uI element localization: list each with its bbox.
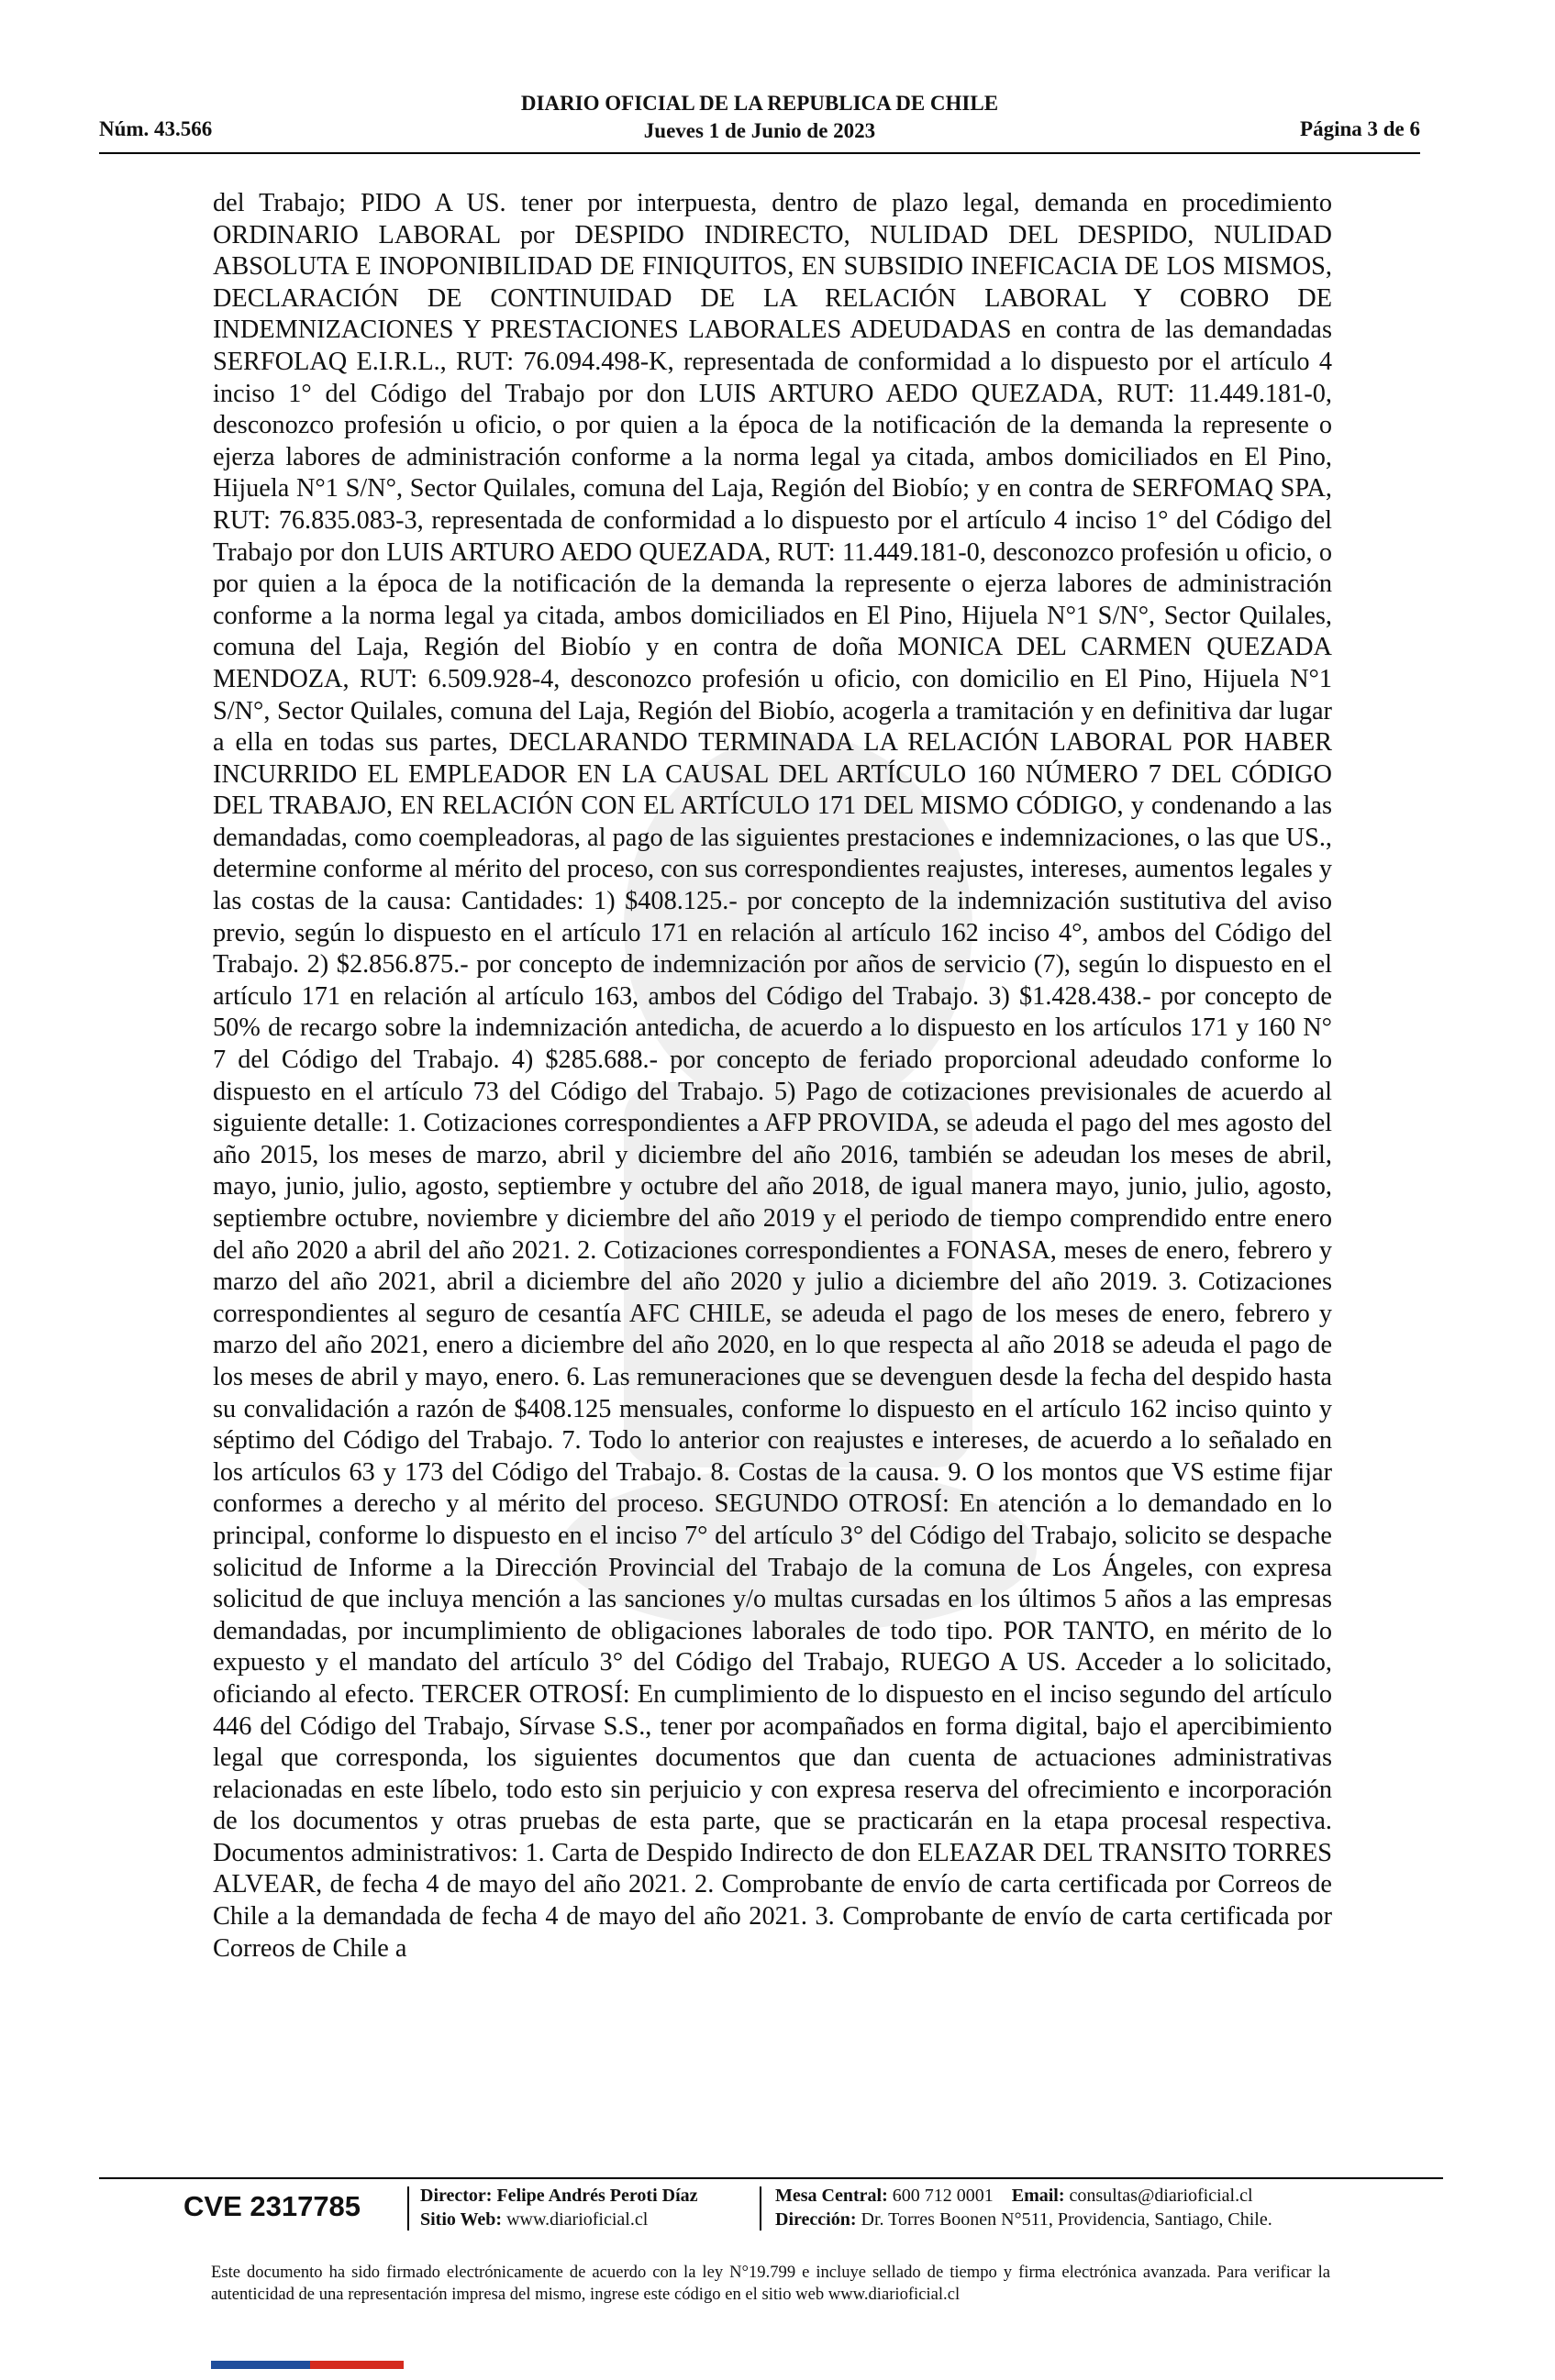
- address-text: Dr. Torres Boonen N°511, Providencia, Santiago, Chile.: [861, 2209, 1272, 2230]
- phone-number: 600 712 0001: [892, 2186, 994, 2206]
- flag-stripe-blue: [211, 2361, 310, 2369]
- phone-label: Mesa Central:: [775, 2186, 888, 2206]
- address-label: Dirección:: [775, 2209, 857, 2230]
- document-body-text: del Trabajo; PIDO A US. tener por interpuesta, dentro de plazo legal, demanda en procedimiento ORDINARIO LABORAL por DESPIDO INDIRECTO, NULIDAD DEL DESPIDO, NULIDAD ABSOLUTA E INOPONIBILIDAD DE FINIQUITOS, EN SUBSIDIO INEFICACIA DE LOS MISMOS, DECLARACIÓN DE CONTINUIDAD DE LA RELACIÓN LABORAL Y COBRO DE INDEMNIZACIONES Y PRESTACIONES LABORALES ADEUDADAS en contra de las demandadas SERFOLAQ E.I.R.L., RUT: 76.094.498-K, representada de conformidad a lo dispuesto por el artículo 4 inciso 1° del Código del Trabajo por don LUIS ARTURO AEDO QUEZADA, RUT: 11.449.181-0, desconozco profesión u oficio, o por quien a la época de la notificación de la demanda la represente o ejerza labores de administración conforme a la norma legal ya citada, ambos domiciliados en El Pino, Hijuela N°1 S/N°, Sector Quilales, comuna del Laja, Región del Biobío; y en contra de SERFOMAQ SPA, RUT: 76.835.083-3, representada de conformidad a lo dispuesto por el artículo 4 inciso 1° del Código del Trabajo por don LUIS ARTURO AEDO QUEZADA, RUT: 11.449.181-0, desconozco profesión u oficio, o por quien a la época de la notificación de la demanda la represente o ejerza labores de administración conforme a la norma legal ya citada, ambos domiciliados en El Pino, Hijuela N°1 S/N°, Sector Quilales, comuna del Laja, Región del Biobío y en contra de doña MONICA DEL CARMEN QUEZADA MENDOZA, RUT: 6.509.928-4, desconozco profesión u oficio, con domicilio en El Pino, Hijuela N°1 S/N°, Sector Quilales, comuna del Laja, Región del Biobío, acogerla a tramitación y en definitiva dar lugar a ella en todas sus partes, DECLARANDO TERMINADA LA RELACIÓN LABORAL POR HABER INCURRIDO EL EMPLEADOR EN LA CAUSAL DEL ARTÍCULO 160 NÚMERO 7 DEL CÓDIGO DEL TRABAJO, EN RELACIÓN CON EL ARTÍCULO 171 DEL MISMO CÓDIGO, y condenando a las demandadas, como coempleadoras, al pago de las siguientes prestaciones e indemnizaciones, o las que US., determine conforme al mérito del proceso, con sus correspondientes reajustes, intereses, aumentos legales y las costas de la causa: Cantidades: 1) $408.125.- por concepto de la indemnización sustitutiva del aviso previo, según lo dispuesto en el artículo 171 en relación al artículo 162 inciso 4°, ambos del Código del Trabajo. 2) $2.856.875.- por concepto de indemnización por años de servicio (7), según lo dispuesto en el artículo 171 en relación al artículo 163, ambos del Código del Trabajo. 3) $1.428.438.- por concepto de 50% de recargo sobre la indemnización antedicha, de acuerdo a lo dispuesto en los artículos 171 y 160 N° 7 del Código del Trabajo. 4) $285.688.- por concepto de feriado proporcional adeudado conforme lo dispuesto en el artículo 73 del Código del Trabajo. 5) Pago de cotizaciones previsionales de acuerdo al siguiente detalle: 1. Cotizaciones correspondientes a AFP PROVIDA, se adeuda el pago del mes agosto del año 2015, los meses de marzo, abril y diciembre del año 2016, también se adeudan los meses de abril, mayo, junio, julio, agosto, septiembre y octubre del año 2018, de igual manera mayo, junio, julio, agosto, septiembre octubre, noviembre y diciembre del año 2019 y el periodo de tiempo comprendido entre enero del año 2020 a abril del año 2021. 2. Cotizaciones correspondientes a FONASA, meses de enero, febrero y marzo del año 2021, abril a diciembre del año 2020 y julio a diciembre del año 2019. 3. Cotizaciones correspondientes al seguro de cesantía AFC CHILE, se adeuda el pago de los meses de enero, febrero y marzo del año 2021, enero a diciembre del año 2020, en lo que respecta al año 2018 se adeuda el pago de los meses de abril y mayo, enero. 6. Las remuneraciones que se devenguen desde la fecha del despido hasta su convalidación a razón de $408.125 mensuales, conforme lo dispuesto en el artículo 162 inciso quinto y séptimo del Código del Trabajo. 7. Todo lo anterior con reajustes e intereses, de acuerdo a lo señalado en los artículos 63 y 173 del Código del Trabajo. 8. Costas de la causa. 9. O los montos que VS estime fijar conformes a derecho y al mérito del proceso. SEGUNDO OTROSÍ: En atención a lo demandado en lo principal, conforme lo dispuesto en el inciso 7° del artículo 3° del Código del Trabajo, solicito se despache solicitud de Informe a la Dirección Provincial del Trabajo de la comuna de Los Ángeles, con expresa solicitud de que incluya mención a las sanciones y/o multas cursadas en los últimos 5 años a las empresas demandadas, por incumplimiento de obligaciones laborales de todo tipo. POR TANTO, en mérito de lo expuesto y el mandato del artículo 3° del Código del Trabajo, RUEGO A US. Acceder a lo solicitado, oficiando al efecto. TERCER OTROSÍ: En cumplimiento de lo dispuesto en el inciso segundo del artículo 446 del Código del Trabajo, Sírvase S.S., tener por acompañados en forma digital, bajo el apercibimiento legal que corresponda, los siguientes documentos que dan cuenta de actuaciones administrativas relacionadas en este líbelo, todo esto sin perjuicio y con expresa reserva del ofrecimiento e incorporación de los documentos y otras pruebas de esta parte, que se practicarán en la etapa procesal respectiva. Documentos administrativos: 1. Carta de Despido Indirecto de don ELEAZAR DEL TRANSITO TORRES ALVEAR, de fecha 4 de mayo del año 2021. 2. Comprobante de envío de carta certificada por Correos de Chile a la demandada de fecha 4 de mayo del año 2021. 3. Comprobante de envío de carta certificada por Correos de Chile a: [213, 189, 1332, 1963]
- footer-divider: [99, 2177, 1443, 2179]
- page-header: [99, 90, 1420, 147]
- contact-info: [775, 2184, 1272, 2231]
- issue-date: Jueves 1 de Junio de 2023: [643, 119, 876, 142]
- header-center: [99, 90, 1420, 145]
- footer-separator: [407, 2186, 409, 2231]
- web-link[interactable]: www.diarioficial.cl: [506, 2209, 649, 2230]
- page-number: Página 3 de 6: [1300, 117, 1420, 140]
- email-link[interactable]: consultas@diarioficial.cl: [1069, 2186, 1253, 2206]
- footer-separator: [760, 2186, 761, 2231]
- director-info: [420, 2184, 698, 2231]
- web-label: Sitio Web:: [420, 2209, 503, 2230]
- issue-number: Núm. 43.566: [99, 117, 213, 140]
- director-name: Felipe Andrés Peroti Díaz: [496, 2186, 698, 2206]
- cve-code: CVE 2317785: [183, 2190, 361, 2222]
- flag-stripe-red: [310, 2361, 404, 2369]
- header-divider: [99, 152, 1420, 154]
- director-label: Director:: [420, 2186, 493, 2206]
- electronic-signature-notice: Este documento ha sido firmado electrónicamente de acuerdo con la ley N°19.799 e incluye sellado de tiempo y firma electrónica avanzada. Para verificar la autenticidad de una representación impresa del mismo, ingrese este código en el sitio web www.diarioficial.cl: [211, 2263, 1330, 2304]
- email-label: Email:: [1011, 2186, 1065, 2206]
- publication-title: DIARIO OFICIAL DE LA REPUBLICA DE CHILE: [520, 92, 999, 115]
